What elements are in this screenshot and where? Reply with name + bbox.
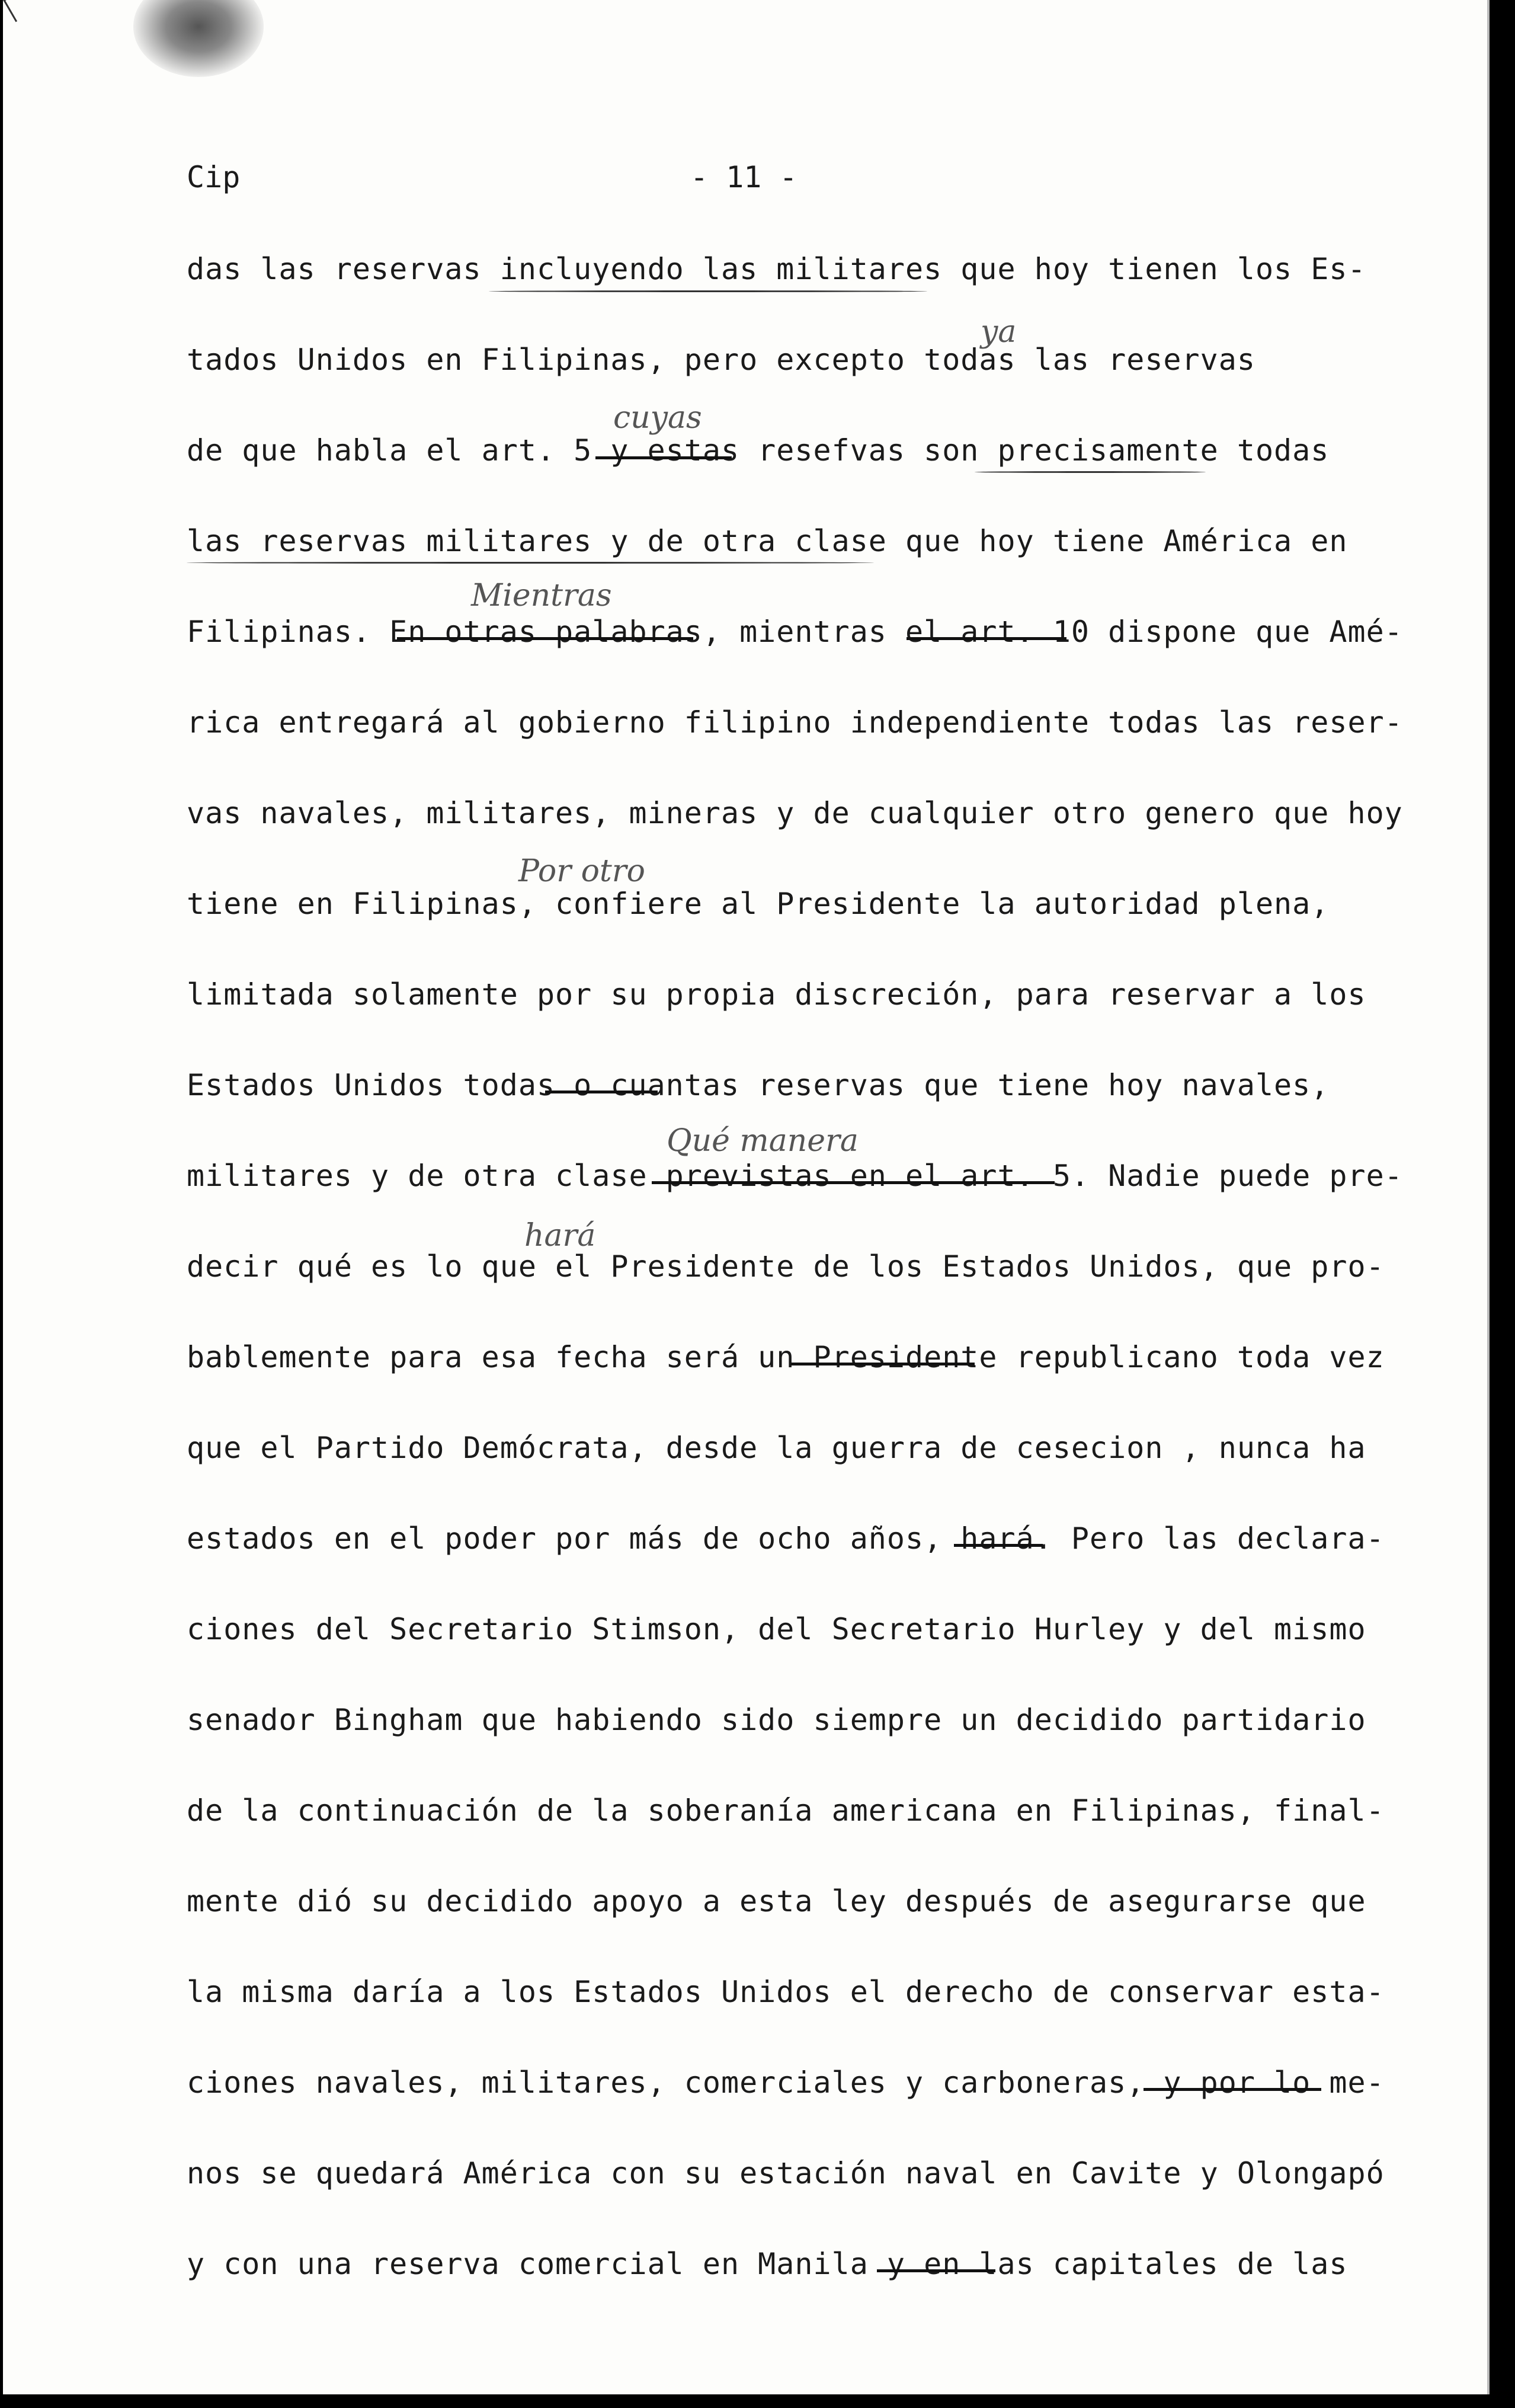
body-line: ciones del Secretario Stimson, del Secretario Hurley y del mismo (187, 1612, 1366, 1646)
body-line: vas navales, militares, mineras y de cualquier otro genero que hoy (187, 796, 1403, 830)
body-line: decir qué es lo que el Presidente de los Estados Unidos, que pro- (187, 1249, 1385, 1284)
body-line: das las reservas incluyendo las militares que hoy tienen los Es- (187, 252, 1366, 286)
corner-mark (3, 0, 38, 22)
page-header-label: Cip (187, 160, 241, 194)
body-line: senador Bingham que habiendo sido siempre un decidido partidario (187, 1703, 1366, 1737)
strikethrough-mark (791, 1363, 975, 1366)
body-line: de la continuación de la soberanía americana en Filipinas, final- (187, 1793, 1385, 1828)
body-line: Filipinas. En otras palabras, mientras el art. 10 dispone que Amé- (187, 615, 1403, 649)
body-line: de que habla el art. 5 y estas resefvas son precisamente todas (187, 433, 1330, 468)
strikethrough-mark (595, 456, 732, 459)
handwritten-note: ya (981, 314, 1017, 350)
body-line: rica entregará al gobierno filipino independiente todas las reser- (187, 705, 1403, 740)
body-line: que el Partido Demócrata, desde la guerra de cesecion , nunca ha (187, 1431, 1366, 1465)
body-line: las reservas militares y de otra clase que hoy tiene América en (187, 524, 1348, 558)
strikethrough-mark (652, 1181, 1055, 1184)
handwritten-note: Por otro (518, 853, 645, 889)
strikethrough-mark (545, 1091, 658, 1093)
strikethrough-mark (907, 637, 1066, 640)
handwritten-note: hará (524, 1218, 596, 1253)
strikethrough-mark (877, 2269, 995, 2272)
strikethrough-mark (397, 637, 693, 640)
underline-mark (975, 471, 1206, 473)
handwritten-note: Mientras (471, 578, 612, 613)
body-line: tados Unidos en Filipinas, pero excepto todas las reservas (187, 343, 1255, 377)
page-number: - 11 - (690, 160, 797, 194)
smudge-mark (133, 0, 264, 77)
handwritten-note: Qué manera (667, 1123, 859, 1159)
underline-mark (187, 562, 874, 564)
body-line: mente dió su decidido apoyo a esta ley después de asegurarse que (187, 1884, 1366, 1918)
body-line: y con una reserva comercial en Manila y en las capitales de las (187, 2247, 1348, 2281)
body-line: Estados Unidos todas o cuantas reservas que tiene hoy navales, (187, 1068, 1330, 1102)
body-line: tiene en Filipinas, confiere al Presidente la autoridad plena, (187, 887, 1330, 921)
body-line: limitada solamente por su propia discreción, para reservar a los (187, 977, 1366, 1012)
typewritten-page (3, 0, 1490, 2394)
body-line: bablemente para esa fecha será un Presidente republicano toda vez (187, 1340, 1385, 1374)
underline-mark (489, 290, 927, 292)
body-line: la misma daría a los Estados Unidos el derecho de conservar esta- (187, 1975, 1385, 2009)
handwritten-note: cuyas (613, 400, 702, 436)
strikethrough-mark (1144, 2088, 1321, 2091)
strikethrough-mark (954, 1544, 1043, 1547)
body-line: nos se quedará América con su estación naval en Cavite y Olongapó (187, 2156, 1385, 2190)
body-line: ciones navales, militares, comerciales y carboneras, y por lo me- (187, 2065, 1385, 2100)
body-line: militares y de otra clase previstas en el art. 5. Nadie puede pre- (187, 1159, 1403, 1193)
body-line: estados en el poder por más de ocho años, hará. Pero las declara- (187, 1521, 1385, 1556)
